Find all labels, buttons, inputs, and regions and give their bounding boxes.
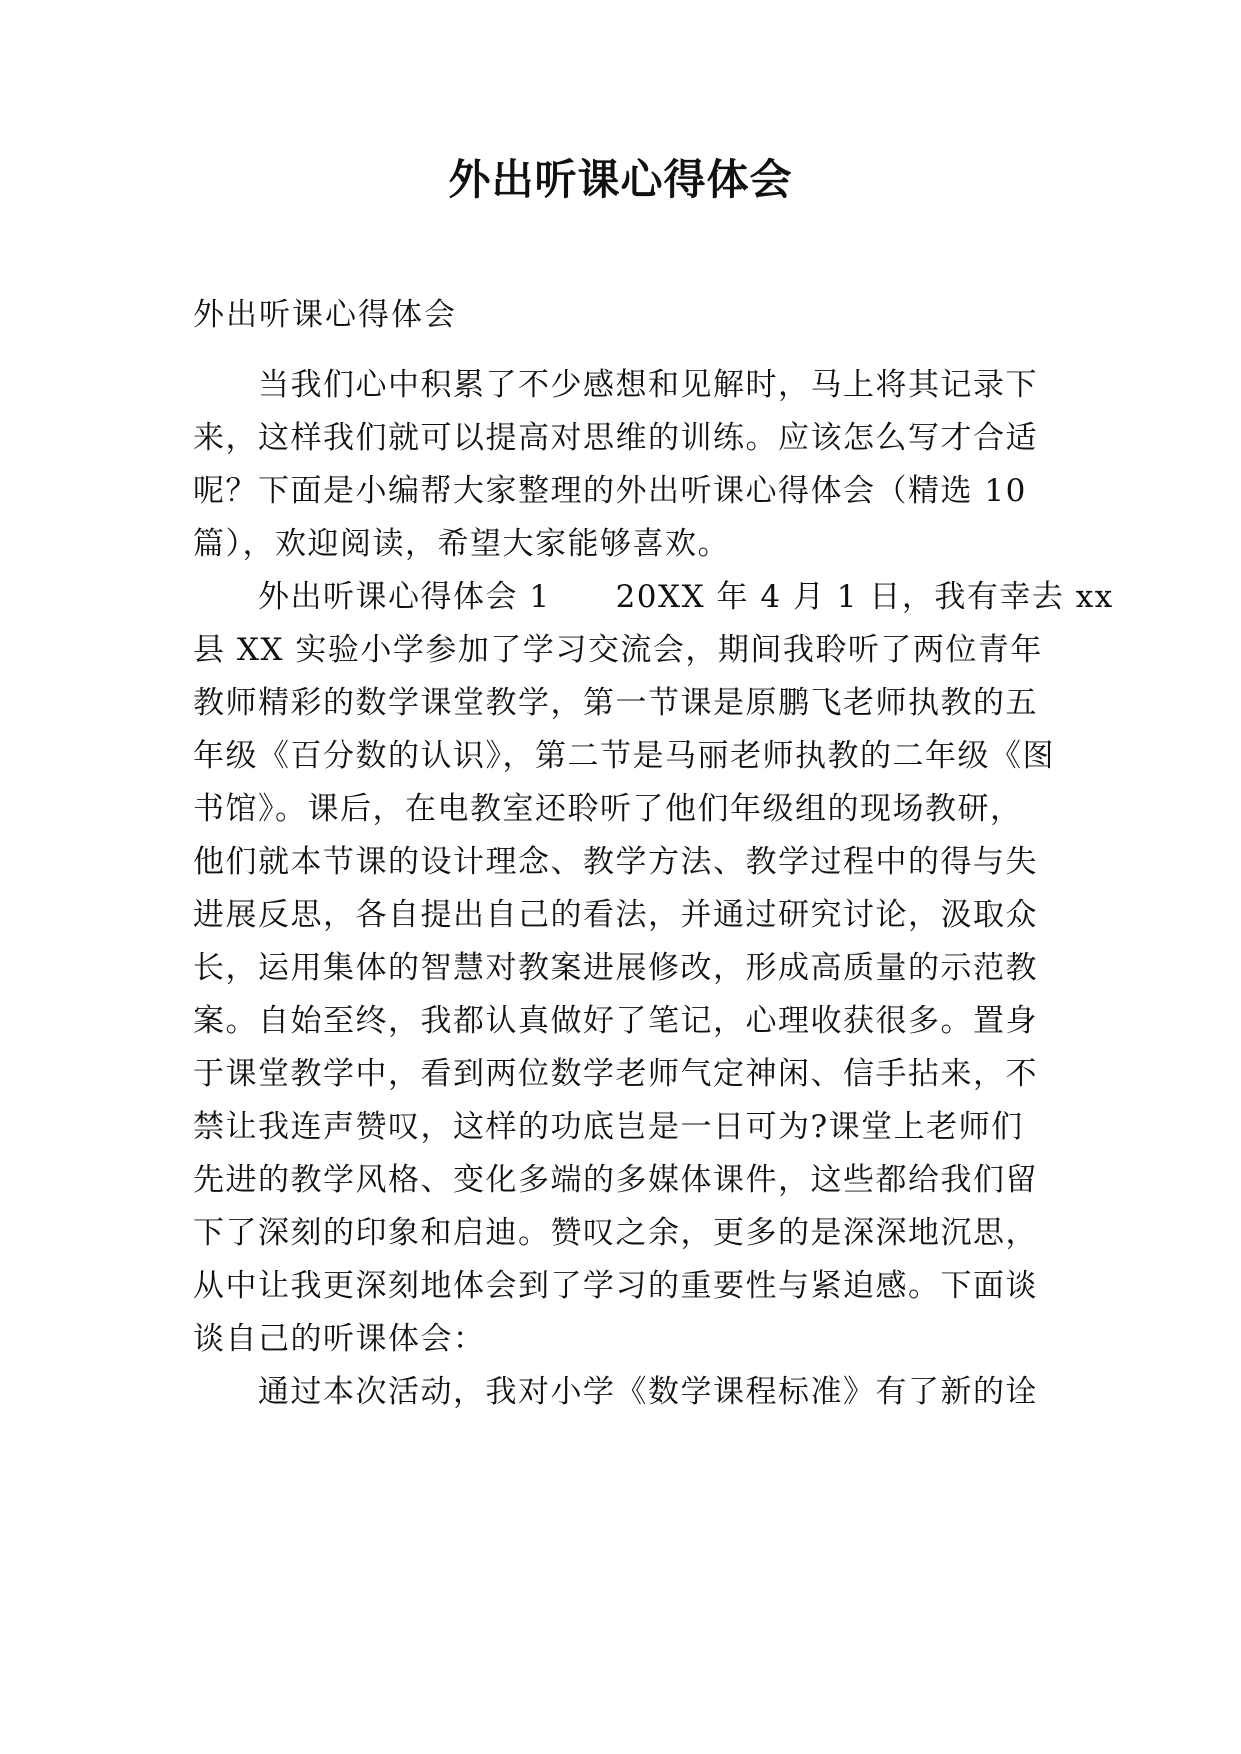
document-subtitle: 外出听课心得体会	[193, 297, 457, 333]
body-line: 县 XX 实验小学参加了学习交流会，期间我聆听了两位青年	[193, 632, 1043, 668]
body-line: 长，运用集体的智慧对教案进展修改，形成高质量的示范教	[193, 950, 1038, 986]
body-line: 下了深刻的印象和启迪。赞叹之余，更多的是深深地沉思，	[193, 1215, 1038, 1251]
body-line: 谈自己的听课体会：	[193, 1321, 486, 1357]
body-line: 他们就本节课的设计理念、教学方法、教学过程中的得与失	[193, 844, 1038, 880]
body-line: 进展反思，各自提出自己的看法，并通过研究讨论，汲取众	[193, 897, 1038, 933]
body-line: 通过本次活动，我对小学《数学课程标准》有了新的诠	[193, 1374, 1038, 1410]
body-line: 书馆》。课后，在电教室还聆听了他们年级组的现场教研，	[193, 791, 1023, 827]
body-line: 教师精彩的数学课堂教学，第一节课是原鹏飞老师执教的五	[193, 685, 1038, 721]
body-line: 于课堂教学中，看到两位数学老师气定神闲、信手拈来，不	[193, 1056, 1038, 1092]
document-title: 外出听课心得体会	[448, 155, 793, 204]
body-line: 呢？下面是小编帮大家整理的外出听课心得体会（精选 10	[193, 473, 1027, 509]
body-line: 从中让我更深刻地体会到了学习的重要性与紧迫感。下面谈	[193, 1268, 1038, 1304]
body-line: 禁让我连声赞叹，这样的功底岂是一日可为?课堂上老师们	[193, 1109, 1024, 1145]
body-line: 当我们心中积累了不少感想和见解时，马上将其记录下	[193, 367, 1038, 403]
body-line: 案。自始至终，我都认真做好了笔记，心理收获很多。置身	[193, 1003, 1038, 1039]
body-line: 先进的教学风格、变化多端的多媒体课件，这些都给我们留	[193, 1162, 1038, 1198]
body-line: 外出听课心得体会 1 20XX 年 4 月 1 日，我有幸去 xx	[193, 579, 1114, 615]
body-line: 年级《百分数的认识》，第二节是马丽老师执教的二年级《图	[193, 738, 1055, 774]
body-line: 篇），欢迎阅读，希望大家能够喜欢。	[193, 526, 730, 562]
body-line: 来，这样我们就可以提高对思维的训练。应该怎么写才合适	[193, 420, 1038, 456]
